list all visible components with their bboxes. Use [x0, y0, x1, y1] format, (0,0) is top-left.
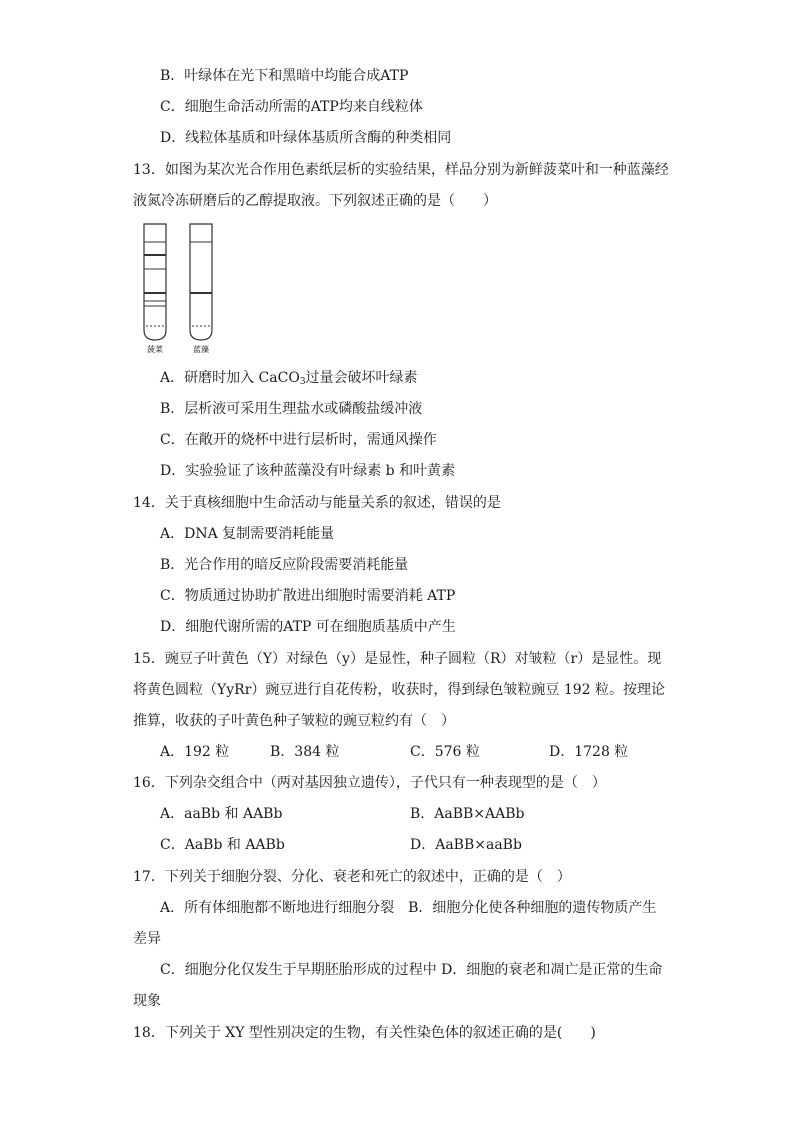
- q17-option-ab-line1: A．所有体细胞都不断地进行细胞分裂 B．细胞分化使各种细胞的遗传物质产生: [160, 900, 657, 916]
- figure-label-spinach: 菠菜: [147, 345, 163, 354]
- q13-option-a-post: 过量会破坏叶绿素: [305, 370, 418, 386]
- q16-option-c: C．AaBb 和 AABb: [160, 837, 285, 853]
- spinach-tube: [144, 224, 166, 340]
- q14-option-d: D．细胞代谢所需的ATP 可在细胞质基质中产生: [160, 619, 456, 635]
- q17-option-cd-line1: C．细胞分化仅发生于早期胚胎形成的过程中 D．细胞的衰老和凋亡是正常的生命: [160, 962, 663, 978]
- q15-option-a: A．192 粒: [160, 744, 230, 760]
- q13-stem-line2: 液氮冷冻研磨后的乙醇提取液。下列叙述正确的是（ ）: [133, 193, 497, 209]
- q13-option-d: D．实验验证了该种蓝藻没有叶绿素 b 和叶黄素: [160, 463, 456, 479]
- q16-option-b: B．AaBB×AABb: [410, 806, 525, 822]
- figure-label-cyanobacteria: 蓝藻: [193, 345, 209, 354]
- q14-option-b: B．光合作用的暗反应阶段需要消耗能量: [160, 557, 409, 573]
- q13-option-a: [160, 368, 418, 388]
- q17-option-cd-line2: 现象: [133, 993, 161, 1009]
- q14-option-c: C．物质通过协助扩散进出细胞时需要消耗 ATP: [160, 588, 456, 604]
- q12-option-c: C．细胞生命活动所需的ATP均来自线粒体: [160, 99, 423, 115]
- q16-stem: 16．下列杂交组合中（两对基因独立遗传），子代只有一种表现型的是（ ）: [133, 775, 606, 791]
- q13-option-c: C．在敞开的烧杯中进行层析时，需通风操作: [160, 432, 437, 448]
- q15-stem-line1: 15．豌豆子叶黄色（Y）对绿色（y）是显性，种子圆粒（R）对皱粒（r）是显性。现: [133, 651, 662, 667]
- q17-option-ab-line2: 差异: [133, 931, 161, 947]
- q16-option-a: A．aaBb 和 AABb: [160, 806, 283, 822]
- q15-option-d: D．1728 粒: [549, 744, 629, 760]
- cyanobacteria-tube: [190, 224, 212, 340]
- q14-stem: 14．关于真核细胞中生命活动与能量关系的叙述，错误的是: [133, 495, 501, 511]
- q13-stem-line1: 13．如图为某次光合作用色素纸层析的实验结果，样品分别为新鲜菠菜叶和一种蓝藻经: [133, 162, 669, 178]
- q12-option-d: D．线粒体基质和叶绿体基质所含酶的种类相同: [160, 130, 452, 146]
- q15-option-b: B．384 粒: [270, 744, 340, 760]
- q13-option-b: B．层析液可采用生理盐水或磷酸盐缓冲液: [160, 401, 423, 417]
- chromatography-tubes-svg: [140, 222, 220, 356]
- q14-option-a: A．DNA 复制需要消耗能量: [160, 526, 335, 542]
- q15-stem-line3: 推算，收获的子叶黄色种子皱粒的豌豆粒约有（ ）: [133, 713, 455, 729]
- q18-stem: 18．下列关于 XY 型性别决定的生物，有关性染色体的叙述正确的是( ): [133, 1025, 596, 1041]
- q15-stem-line2: 将黄色圆粒（YyRr）豌豆进行自花传粉，收获时，得到绿色皱粒豌豆 192 粒。按理论: [133, 682, 666, 698]
- q16-option-d: D．AaBB×aaBb: [410, 837, 522, 853]
- q13-option-a-sub: 3: [299, 377, 306, 387]
- q12-option-b: B．叶绿体在光下和黑暗中均能合成ATP: [160, 68, 409, 84]
- chromatography-figure: [140, 222, 220, 356]
- q13-option-a-pre: A．研磨时加入 CaCO: [160, 370, 300, 386]
- q17-stem: 17．下列关于细胞分裂、分化、衰老和死亡的叙述中，正确的是（ ）: [133, 869, 571, 885]
- q15-option-c: C．576 粒: [410, 744, 480, 760]
